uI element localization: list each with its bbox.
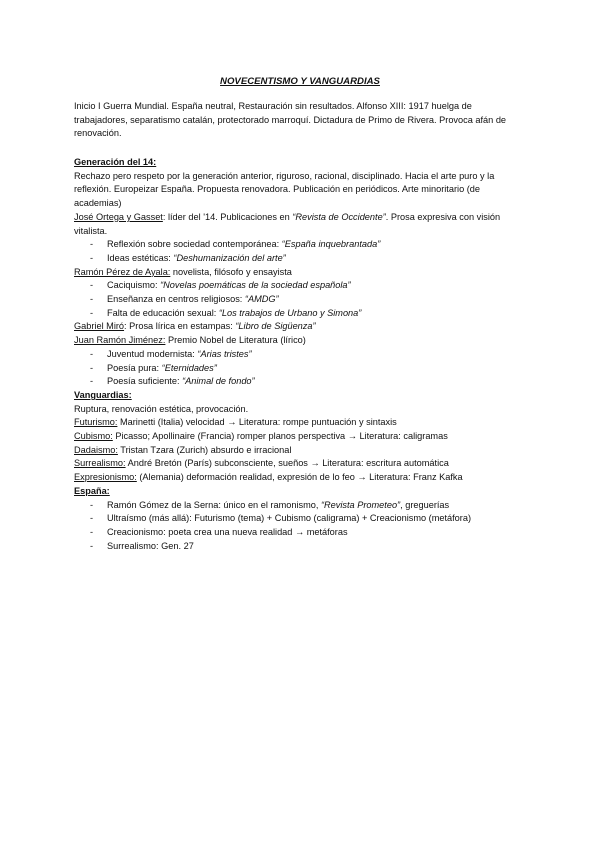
list-item xyxy=(74,238,528,252)
list-item-text: Ideas estéticas: xyxy=(107,252,174,263)
list-item xyxy=(74,348,528,362)
author-text: : líder del '14. Publicaciones en xyxy=(162,211,293,222)
bullet-dash: - xyxy=(90,294,94,305)
movement-text: Picasso; Apollinaire (Francia) romper planos perspectiva → Literatura: caligramas xyxy=(112,431,448,442)
list-item-text: Creacionismo: poeta crea una nueva realidad → metáforas xyxy=(107,526,348,537)
bullet-dash: - xyxy=(90,526,94,537)
bullet-dash: - xyxy=(90,307,94,318)
author-text: novelista, filósofo y ensayista xyxy=(170,266,292,277)
jrj-entry xyxy=(74,334,528,348)
list-item-text: Ramón Gómez de la Serna: único en el ramonismo, xyxy=(107,499,321,510)
bullet-dash: - xyxy=(90,280,94,291)
miro-entry xyxy=(74,320,528,334)
vanguardias-description: Ruptura, renovación estética, provocación. xyxy=(74,403,249,414)
bullet-dash: - xyxy=(90,513,94,524)
movement-entry xyxy=(74,416,528,430)
work-title: “Revista Prometeo” xyxy=(320,499,401,510)
intro-paragraph: Inicio I Guerra Mundial. España neutral, Restauración sin resultados. Alfonso XIII: 1917 huelga de trabajadores, separatismo catalán, protectorado marroquí. Dictadura de Primo de Rivera. Provoca afán de renovación. xyxy=(74,101,507,139)
list-item xyxy=(74,499,528,513)
bullet-dash: - xyxy=(90,499,94,510)
work-title: “Arias tristes” xyxy=(197,348,252,359)
work-title: “Novelas poemáticas de la sociedad española” xyxy=(160,280,351,291)
movement-entry xyxy=(74,430,528,444)
document-body xyxy=(74,156,528,553)
list-item xyxy=(74,362,528,376)
author-name: Gabriel Miró xyxy=(74,321,125,332)
author-name: José Ortega y Gasset xyxy=(74,211,163,222)
list-item-text: , greguerías xyxy=(400,499,450,510)
movement-text: (Alemania) deformación realidad, expresión de lo feo → Literatura: Franz Kafka xyxy=(136,472,463,483)
work-title: “Libro de Sigüenza” xyxy=(235,321,316,332)
movement-name: Expresionismo: xyxy=(74,472,137,483)
movement-text: Tristan Tzara (Zurich) absurdo e irracional xyxy=(117,444,292,455)
movement-name: Futurismo: xyxy=(74,417,118,428)
section-heading-vanguardias: Vanguardias: xyxy=(74,389,132,400)
author-name: Ramón Pérez de Ayala: xyxy=(74,266,171,277)
movement-text: André Bretón (París) subconsciente, sueños → Literatura: escritura automática xyxy=(125,458,449,469)
author-text: . Prosa expresiva con visión vitalista. xyxy=(74,211,501,236)
author-name: Juan Ramón Jiménez: xyxy=(74,335,166,346)
bullet-dash: - xyxy=(90,376,94,387)
perez-ayala-entry xyxy=(74,266,528,280)
section-heading-generacion-14: Generación del 14: xyxy=(74,157,157,167)
author-text: : Prosa lírica en estampas: xyxy=(124,321,236,332)
movement-text: Marinetti (Italia) velocidad → Literatura: rompe puntuación y sintaxis xyxy=(117,417,397,428)
list-item-text: Enseñanza en centros religiosos: xyxy=(107,294,245,305)
work-title: “España inquebrantada” xyxy=(281,239,381,250)
work-title: “Los trabajos de Urbano y Simona” xyxy=(218,307,362,318)
list-item-text: Falta de educación sexual: xyxy=(107,307,219,318)
ortega-entry xyxy=(74,211,528,238)
list-item xyxy=(74,252,528,266)
movement-name: Cubismo: xyxy=(74,431,113,442)
list-item-text: Poesía pura: xyxy=(107,362,162,373)
work-title: “Revista de Occidente” xyxy=(292,211,386,222)
movement-name: Dadaismo: xyxy=(74,444,118,455)
list-item xyxy=(74,375,528,389)
bullet-dash: - xyxy=(90,239,94,250)
movement-entry xyxy=(74,457,528,471)
bullet-dash: - xyxy=(90,252,94,263)
list-item-text: Ultraísmo (más allá): Futurismo (tema) + Cubismo (caligrama) + Creacionismo (metáfora) xyxy=(107,513,472,524)
list-item xyxy=(74,540,528,554)
movement-entry xyxy=(74,444,528,458)
bullet-dash: - xyxy=(90,540,94,551)
list-item xyxy=(74,512,528,526)
list-item xyxy=(74,526,528,540)
bullet-dash: - xyxy=(90,348,94,359)
movement-name: Surrealismo: xyxy=(74,458,126,469)
list-item-text: Poesía suficiente: xyxy=(107,376,183,387)
author-text: Premio Nobel de Literatura (lírico) xyxy=(165,335,306,346)
work-title: “AMDG” xyxy=(244,294,279,305)
list-item-text: Juventud modernista: xyxy=(107,348,198,359)
list-item xyxy=(74,293,528,307)
bullet-dash: - xyxy=(90,362,94,373)
work-title: “Eternidades” xyxy=(161,362,217,373)
section-heading-espana: España: xyxy=(74,485,110,496)
document-title: NOVECENTISMO Y VANGUARDIAS xyxy=(220,76,380,87)
work-title: “Deshumanización del arte” xyxy=(173,252,286,263)
list-item-text: Surrealismo: Gen. 27 xyxy=(107,540,194,551)
work-title: “Animal de fondo” xyxy=(182,376,255,387)
list-item-text: Caciquismo: xyxy=(107,280,161,291)
movement-entry xyxy=(74,471,528,485)
list-item-text: Reflexión sobre sociedad contemporánea: xyxy=(107,239,282,250)
list-item xyxy=(74,279,528,293)
list-item xyxy=(74,307,528,321)
generacion-14-description: Rechazo pero respeto por la generación anterior, riguroso, racional, disciplinado. Hacia el arte puro y la reflexión. Europeizar España. Propuesta renovadora. Publicación en periódicos. Arte minoritario (de academias) xyxy=(74,170,495,209)
